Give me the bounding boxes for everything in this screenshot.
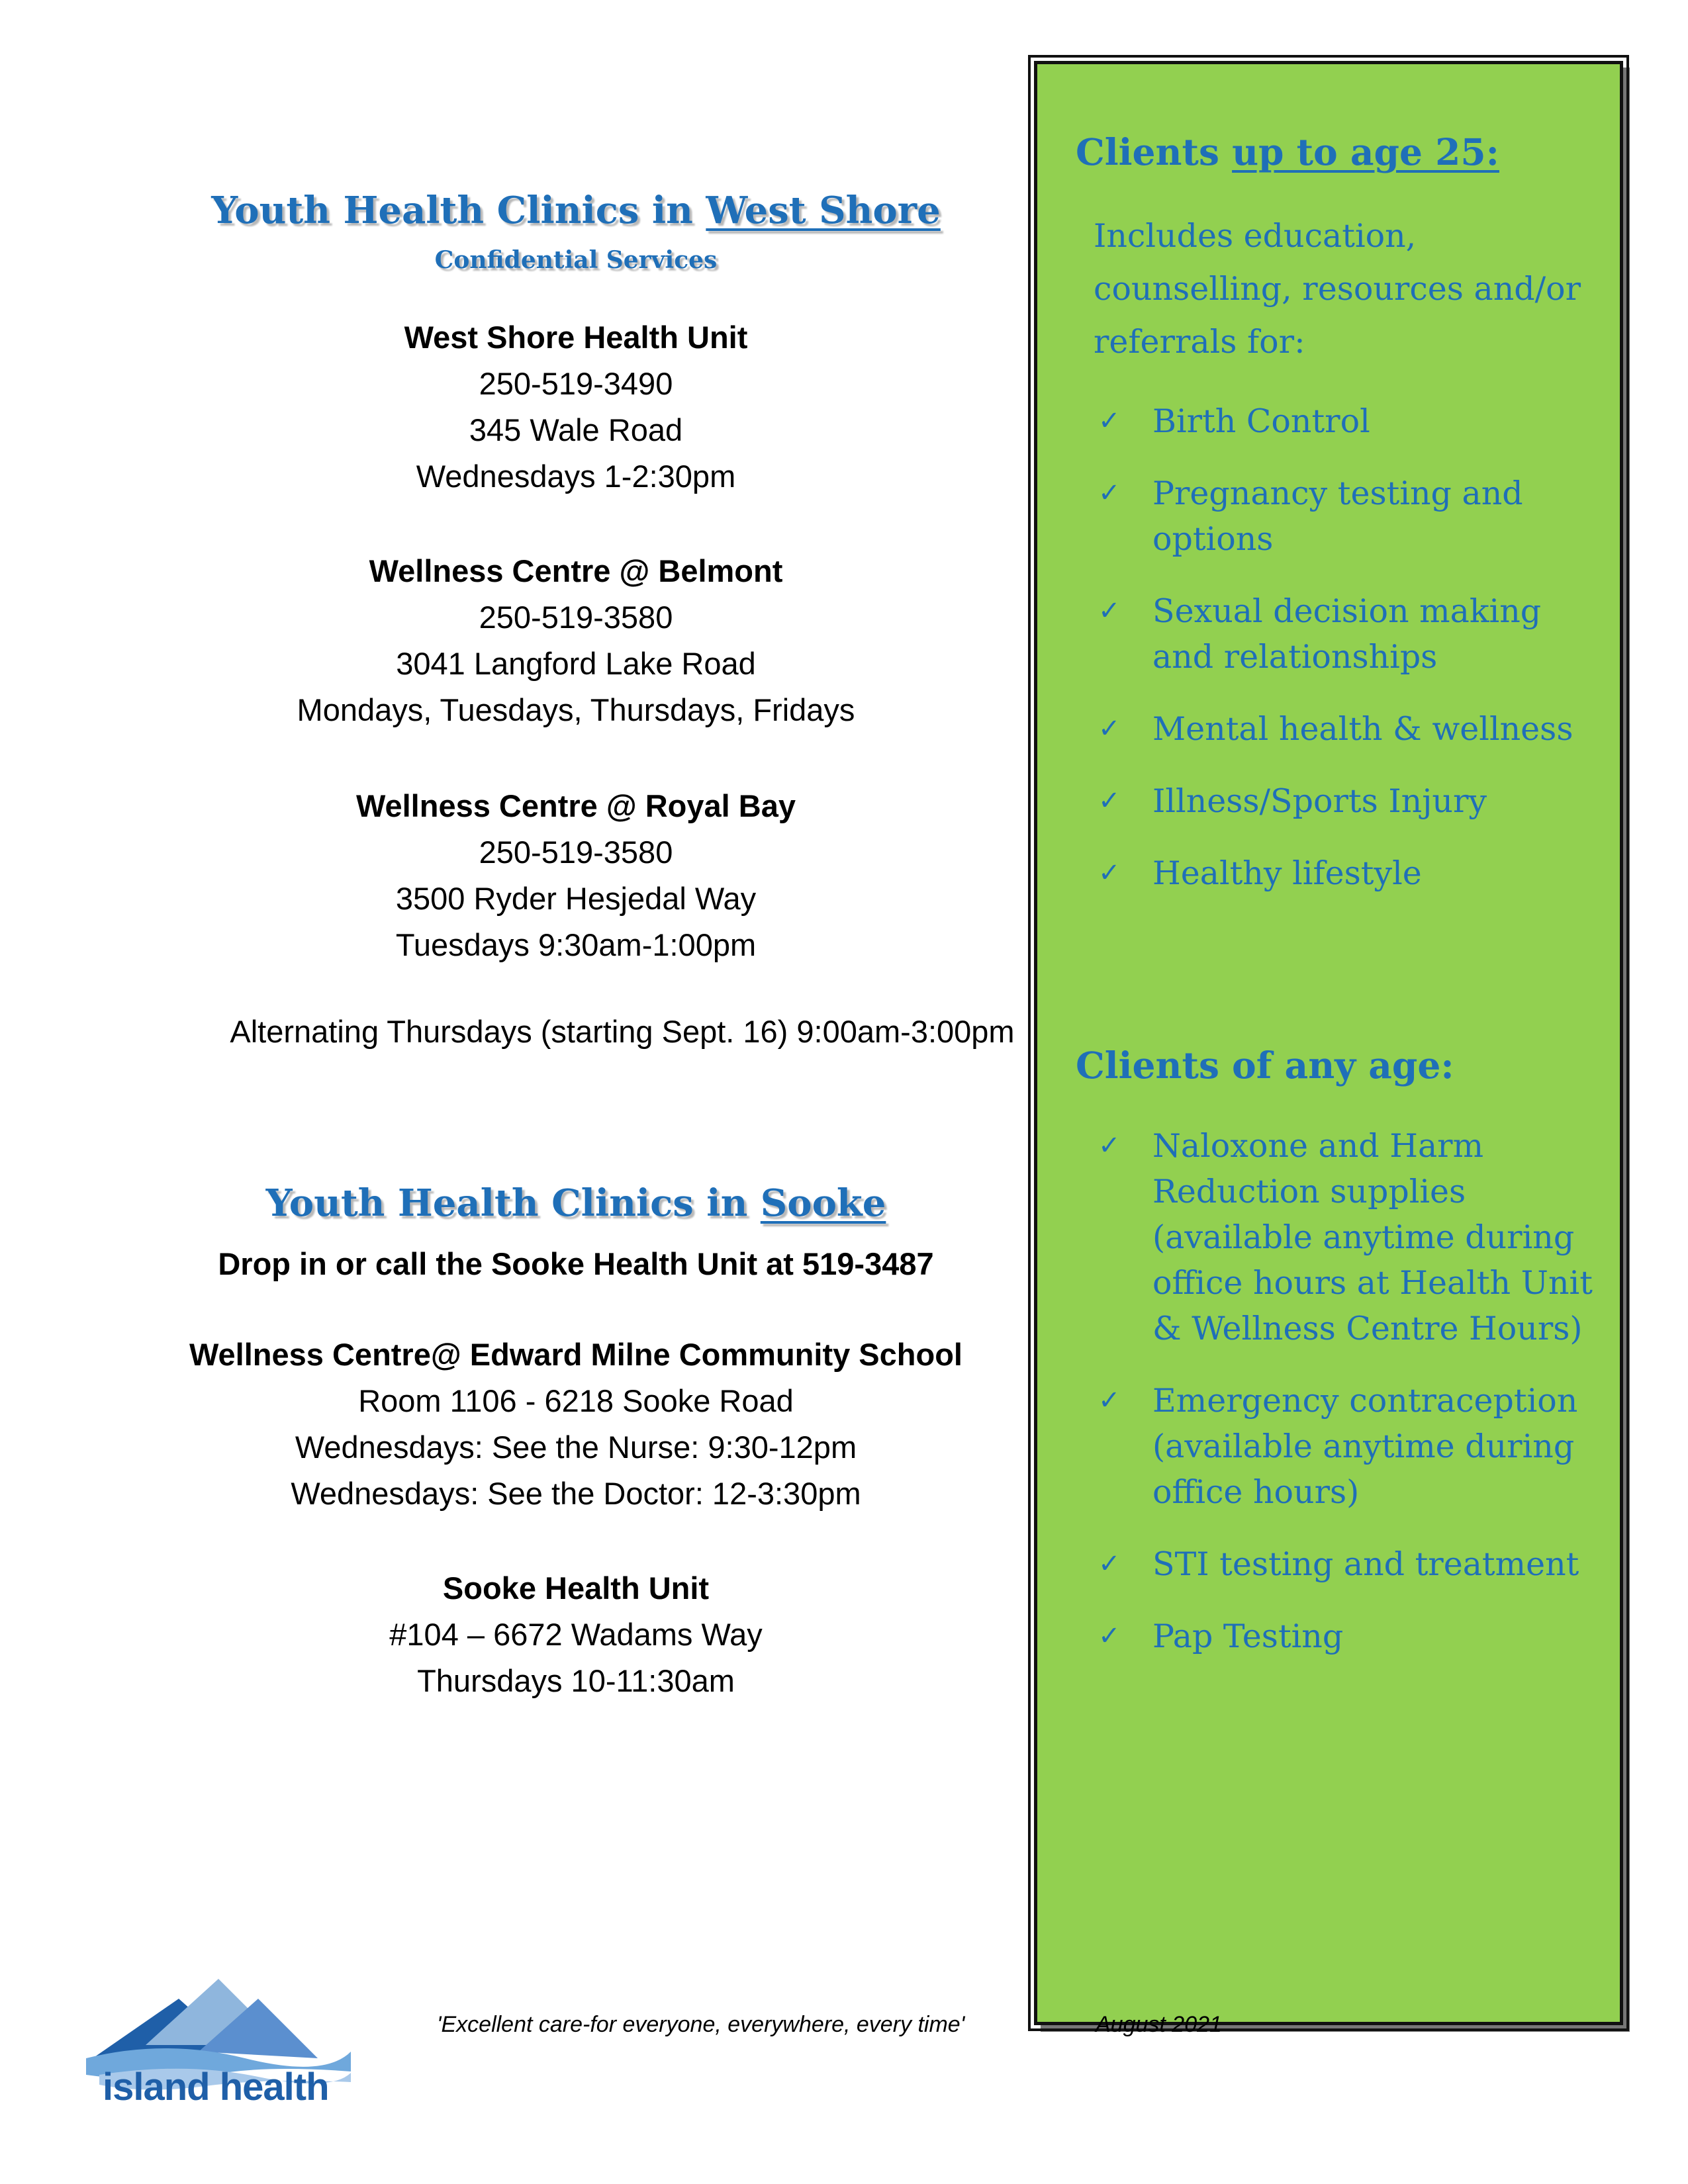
service-item	[1064, 471, 1607, 562]
clinic-address: 3500 Ryder Hesjedal Way	[395, 881, 757, 916]
service-item	[1064, 706, 1607, 752]
clients-any-age-heading: Clients of any age:	[1076, 1044, 1454, 1087]
alternating-thursdays-note: Alternating Thursdays (starting Sept. 16) 9:00am-3:00pm	[230, 1014, 1015, 1049]
sooke-drop-in-note: Drop in or call the Sooke Health Unit at 519-3487	[218, 1246, 934, 1281]
clinic-address: 3041 Langford Lake Road	[396, 646, 756, 681]
service-item	[1064, 1541, 1607, 1587]
checkmark-icon: ✓	[1098, 478, 1121, 508]
service-item	[1064, 850, 1607, 896]
service-item-text: Emergency contraception (available anytime during office hours)	[1152, 1382, 1578, 1511]
clinic-phone: 250-519-3490	[479, 366, 673, 401]
clients-up-to-25-heading	[1076, 130, 1499, 173]
checkmark-icon: ✓	[1098, 858, 1121, 888]
clinic-line: #104 – 6672 Wadams Way	[389, 1617, 763, 1652]
footer-date: August 2021	[1096, 2012, 1222, 2037]
clinic-line: Wednesdays: See the Nurse: 9:30-12pm	[295, 1430, 857, 1465]
service-item	[1064, 588, 1607, 680]
checkmark-icon: ✓	[1098, 1549, 1121, 1579]
services-panel	[1034, 61, 1623, 2025]
checkmark-icon: ✓	[1098, 1385, 1121, 1416]
logo-text: island health	[103, 2066, 329, 2109]
west-shore-subtitle: Confidential Services	[434, 246, 718, 274]
west-shore-title-underlined: West Shore	[706, 189, 941, 232]
sooke-title	[106, 1181, 1046, 1225]
checkmark-icon: ✓	[1098, 786, 1121, 816]
services-panel-inner	[1037, 64, 1620, 2022]
checkmark-icon: ✓	[1098, 1130, 1121, 1161]
clinic-phone: 250-519-3580	[479, 600, 673, 635]
service-item-text: Healthy lifestyle	[1152, 854, 1422, 892]
clinic-address: 345 Wale Road	[469, 412, 683, 447]
service-item	[1064, 398, 1607, 444]
service-item-text: Illness/Sports Injury	[1152, 782, 1487, 820]
clinic-hours: Wednesdays 1-2:30pm	[416, 459, 736, 494]
clinic-block-sooke-health-unit	[106, 1565, 1046, 1704]
footer-tagline: 'Excellent care-for everyone, everywhere, every time'	[437, 2012, 965, 2037]
clinic-block-belmont	[106, 548, 1046, 733]
sooke-title-underlined: Sooke	[760, 1181, 886, 1225]
checkmark-icon: ✓	[1098, 1621, 1121, 1651]
checkmark-icon: ✓	[1098, 406, 1121, 436]
service-item	[1064, 1378, 1607, 1515]
clinic-block-west-shore-health-unit	[106, 314, 1046, 500]
service-item	[1064, 778, 1607, 824]
services-list-any-age	[1064, 1123, 1607, 1686]
clinic-name: Wellness Centre @ Royal Bay	[355, 788, 796, 823]
clinic-hours: Tuesdays 9:30am-1:00pm	[395, 927, 757, 962]
clinic-block-royal-bay	[106, 783, 1046, 968]
clinic-hours: Mondays, Tuesdays, Thursdays, Fridays	[297, 692, 855, 727]
west-shore-title-prefix: Youth Health Clinics in	[211, 189, 706, 232]
clinic-name: Sooke Health Unit	[442, 1570, 710, 1606]
checkmark-icon: ✓	[1098, 596, 1121, 626]
checkmark-icon: ✓	[1098, 713, 1121, 744]
service-item-text: Mental health & wellness	[1152, 710, 1573, 748]
service-item-text: Birth Control	[1152, 402, 1370, 440]
clinic-block-edward-milne	[106, 1332, 1046, 1517]
clinic-name: Wellness Centre @ Belmont	[369, 553, 783, 588]
service-item-text: Pap Testing	[1152, 1617, 1344, 1655]
sooke-title-prefix: Youth Health Clinics in	[265, 1181, 761, 1225]
service-item-text: Sexual decision making and relationships	[1152, 592, 1542, 676]
services-list-under-25	[1064, 398, 1607, 923]
service-item	[1064, 1123, 1607, 1351]
clinic-line: Wednesdays: See the Doctor: 12-3:30pm	[291, 1476, 861, 1511]
services-intro: Includes education, counselling, resources and/or referrals for:	[1094, 217, 1581, 361]
clinic-name: West Shore Health Unit	[404, 320, 748, 355]
clinic-line: Room 1106 - 6218 Sooke Road	[358, 1383, 794, 1418]
service-item	[1064, 1614, 1607, 1659]
service-item-text: Pregnancy testing and options	[1152, 475, 1523, 558]
west-shore-title	[106, 189, 1046, 232]
heading1-prefix: Clients	[1076, 130, 1233, 173]
service-item-text: Naloxone and Harm Reduction supplies (available anytime during office hours at Health Unit & Wellness Centre Hours)	[1152, 1127, 1593, 1347]
clinic-line: Thursdays 10-11:30am	[417, 1663, 735, 1698]
clinic-name: Wellness Centre@ Edward Milne Community School	[189, 1337, 962, 1372]
service-item-text: STI testing and treatment	[1152, 1545, 1579, 1583]
heading1-underlined: up to age 25:	[1232, 130, 1499, 173]
clinic-phone: 250-519-3580	[479, 835, 673, 870]
